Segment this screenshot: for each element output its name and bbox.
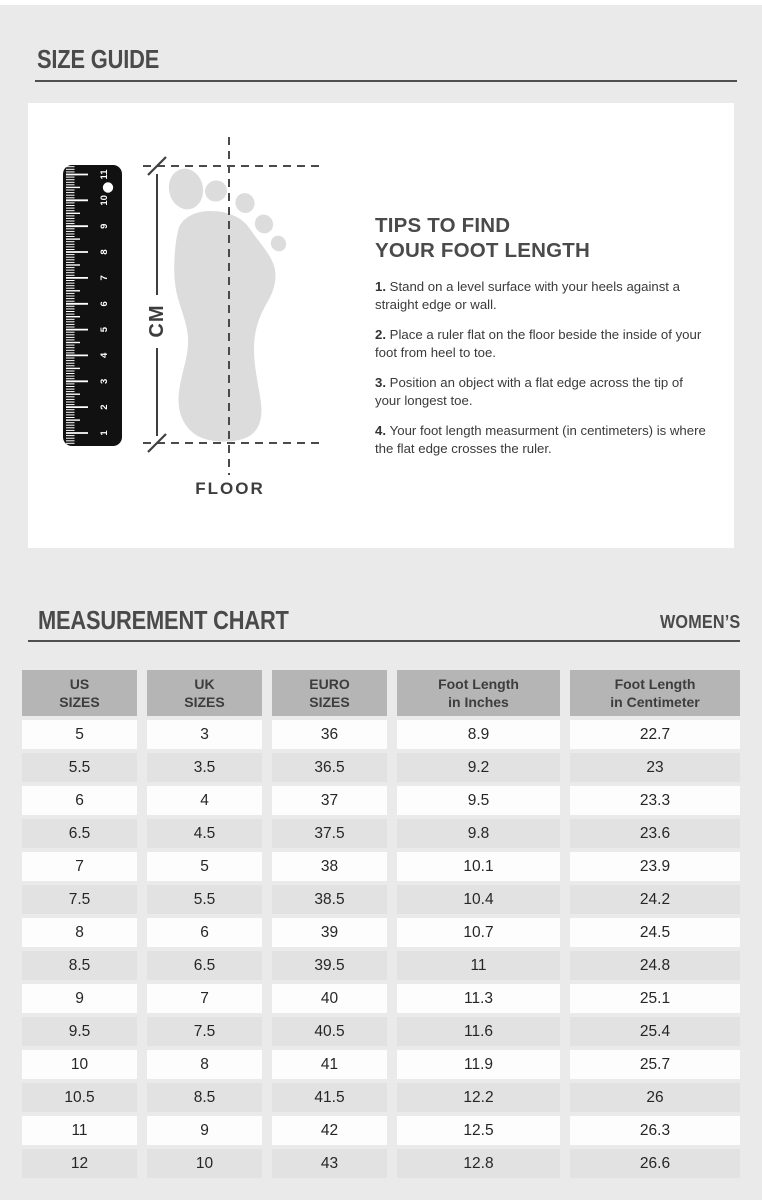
table-row	[22, 984, 740, 1013]
tip-text: Your foot length measurment (in centimeters) is where the flat edge crosses the ruler.	[375, 423, 706, 457]
tip-item	[375, 374, 709, 410]
ruler-hole	[103, 182, 113, 192]
table-cell: 40.5	[272, 1017, 387, 1046]
table-cell: 7.5	[22, 885, 137, 914]
table-cell: 39.5	[272, 951, 387, 980]
table-cell: 9.5	[22, 1017, 137, 1046]
table-cell: 23.6	[570, 819, 740, 848]
third-toe	[232, 190, 258, 216]
table-row	[22, 885, 740, 914]
tips-title-line1: TIPS TO FIND	[375, 214, 511, 237]
foot-measurement-diagram	[28, 103, 373, 548]
table-row	[22, 1149, 740, 1178]
measurement-chart-title: MEASUREMENT CHART	[38, 605, 289, 635]
ruler-body	[63, 165, 122, 446]
tip-item	[375, 326, 709, 362]
womens-label: WOMEN’S	[659, 612, 740, 632]
second-toe	[202, 178, 229, 205]
table-cell: 24.2	[570, 885, 740, 914]
table-cell: 10.4	[397, 885, 560, 914]
tip-number: 3.	[375, 375, 386, 391]
table-cell: 8.5	[22, 951, 137, 980]
table-cell: 11	[22, 1116, 137, 1145]
tips-title-line2: YOUR FOOT LENGTH	[375, 239, 591, 263]
ruler-number: 7	[99, 275, 110, 281]
size-guide-title: SIZE GUIDE	[37, 44, 160, 74]
tip-text: Position an object with a flat edge across the tip of your longest toe.	[375, 375, 683, 409]
table-row	[22, 1083, 740, 1112]
table-cell: 25.7	[570, 1050, 740, 1079]
table-cell: 5	[22, 720, 137, 749]
table-cell: 12.2	[397, 1083, 560, 1112]
table-cell: 10	[147, 1149, 262, 1178]
table-cell: 37.5	[272, 819, 387, 848]
table-cell: 26	[570, 1083, 740, 1112]
table-row	[22, 918, 740, 947]
table-row	[22, 720, 740, 749]
ruler-number: 4	[99, 352, 110, 359]
tips-section	[375, 213, 709, 470]
table-cell: 41.5	[272, 1083, 387, 1112]
table-cell: 6	[147, 918, 262, 947]
tip-text: Place a ruler flat on the floor beside the inside of your foot from heel to toe.	[375, 327, 702, 361]
table-cell: 3	[147, 720, 262, 749]
table-cell: 24.5	[570, 918, 740, 947]
tip-number: 1.	[375, 279, 386, 295]
table-cell: 6.5	[147, 951, 262, 980]
tips-title	[375, 213, 709, 263]
ruler-number: 3	[99, 378, 110, 384]
table-cell: 26.3	[570, 1116, 740, 1145]
big-toe	[165, 165, 207, 212]
table-cell: 36.5	[272, 753, 387, 782]
table-cell: 9	[22, 984, 137, 1013]
table-cell: 9.8	[397, 819, 560, 848]
table-cell: 12	[22, 1149, 137, 1178]
tip-text: Stand on a level surface with your heels against a straight edge or wall.	[375, 279, 680, 313]
table-cell: 8.5	[147, 1083, 262, 1112]
tip-number: 4.	[375, 423, 386, 439]
fourth-toe	[251, 211, 276, 236]
foot-measurement-panel	[28, 103, 734, 548]
top-white-strip	[0, 0, 762, 5]
ruler-illustration	[63, 165, 122, 446]
table-cell: 6	[22, 786, 137, 815]
size-conversion-table	[12, 666, 750, 1182]
table-cell: 4.5	[147, 819, 262, 848]
table-cell: 25.4	[570, 1017, 740, 1046]
table-cell: 11	[397, 951, 560, 980]
table-cell: 8.9	[397, 720, 560, 749]
measurement-chart-divider	[28, 640, 740, 642]
table-cell: 11.3	[397, 984, 560, 1013]
table-cell: 38	[272, 852, 387, 881]
table-row	[22, 819, 740, 848]
size-guide-divider	[35, 80, 737, 82]
tips-list	[375, 278, 709, 458]
table-row	[22, 753, 740, 782]
table-cell: 26.6	[570, 1149, 740, 1178]
ruler-number: 2	[99, 404, 110, 410]
table-row	[22, 1116, 740, 1145]
tip-number: 2.	[375, 327, 386, 343]
table-row	[22, 852, 740, 881]
table-cell: 8	[22, 918, 137, 947]
table-cell: 23.9	[570, 852, 740, 881]
table-cell: 40	[272, 984, 387, 1013]
ruler-number: 9	[99, 223, 110, 229]
table-cell: 36	[272, 720, 387, 749]
table-cell: 5.5	[22, 753, 137, 782]
table-cell: 11.9	[397, 1050, 560, 1079]
ruler-number: 10	[99, 195, 110, 206]
ruler-number: 1	[99, 430, 110, 436]
column-header: Foot Length in Centimeter	[570, 670, 740, 716]
foot-outline-illustration	[165, 165, 289, 441]
table-row	[22, 1017, 740, 1046]
table-cell: 4	[147, 786, 262, 815]
table-row	[22, 1050, 740, 1079]
table-cell: 10	[22, 1050, 137, 1079]
table-cell: 43	[272, 1149, 387, 1178]
tip-item	[375, 278, 709, 314]
table-cell: 10.7	[397, 918, 560, 947]
table-cell: 9.2	[397, 753, 560, 782]
table-cell: 25.1	[570, 984, 740, 1013]
column-header: US SIZES	[22, 670, 137, 716]
table-cell: 5	[147, 852, 262, 881]
table-cell: 23	[570, 753, 740, 782]
column-header: UK SIZES	[147, 670, 262, 716]
cm-label: CM	[146, 304, 168, 338]
column-header: Foot Length in Inches	[397, 670, 560, 716]
table-cell: 7	[22, 852, 137, 881]
ruler-number: 11	[99, 169, 110, 180]
table-cell: 5.5	[147, 885, 262, 914]
ruler-number: 5	[99, 326, 110, 333]
table-cell: 38.5	[272, 885, 387, 914]
table-cell: 9	[147, 1116, 262, 1145]
table-header-row	[22, 670, 740, 716]
table-cell: 8	[147, 1050, 262, 1079]
table-cell: 11.6	[397, 1017, 560, 1046]
tip-item	[375, 422, 709, 458]
table-cell: 42	[272, 1116, 387, 1145]
table-cell: 24.8	[570, 951, 740, 980]
column-header: EURO SIZES	[272, 670, 387, 716]
table-cell: 41	[272, 1050, 387, 1079]
table-cell: 9.5	[397, 786, 560, 815]
table-cell: 22.7	[570, 720, 740, 749]
floor-label: FLOOR	[195, 479, 265, 498]
table-cell: 6.5	[22, 819, 137, 848]
table-cell: 3.5	[147, 753, 262, 782]
table-cell: 10.1	[397, 852, 560, 881]
table-cell: 7.5	[147, 1017, 262, 1046]
table-cell: 10.5	[22, 1083, 137, 1112]
table-row	[22, 786, 740, 815]
foot-sole-shape	[174, 211, 275, 442]
table-cell: 12.5	[397, 1116, 560, 1145]
table-cell: 12.8	[397, 1149, 560, 1178]
fifth-toe	[268, 233, 289, 255]
ruler-number: 8	[99, 249, 110, 255]
table-cell: 7	[147, 984, 262, 1013]
table-cell: 37	[272, 786, 387, 815]
table-cell: 39	[272, 918, 387, 947]
ruler-number: 6	[99, 301, 110, 307]
table-row	[22, 951, 740, 980]
table-cell: 23.3	[570, 786, 740, 815]
